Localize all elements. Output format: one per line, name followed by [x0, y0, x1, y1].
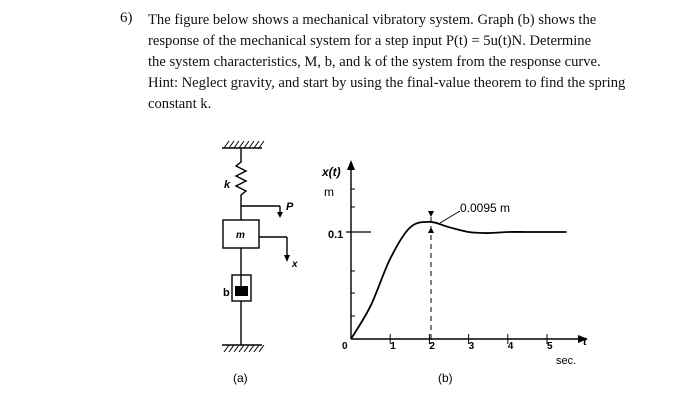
problem-line-5: constant k. — [148, 96, 212, 112]
overshoot-annotation: 0.0095 m — [460, 201, 511, 215]
question-number: 6) — [120, 10, 133, 26]
x-tick-label-3: 3 — [468, 341, 475, 352]
figure-b-caption: (b) — [438, 371, 453, 385]
overshoot-arrow-top — [428, 211, 434, 217]
figure-a-diagram — [222, 141, 290, 352]
spring — [236, 148, 246, 220]
figure-b-chart — [321, 160, 588, 385]
bottom-support-hatch — [224, 345, 264, 352]
x-unit-label: sec. — [556, 355, 577, 367]
x-tick-label-1: 1 — [390, 341, 396, 352]
x-axis-end-label: t — [583, 336, 587, 348]
overshoot-arrow-bottom — [428, 227, 434, 233]
x-tick-label-0: 0 — [342, 341, 348, 352]
figure-a-caption: (a) — [233, 371, 248, 385]
response-curve — [351, 222, 567, 339]
problem-line-4: Hint: Neglect gravity, and start by using the final-value theorem to find the spring — [148, 75, 626, 91]
top-support-hatch — [224, 141, 264, 148]
y-unit-label: m — [324, 185, 334, 199]
x-tick-label-2: 2 — [429, 341, 435, 352]
x-tick-label-5: 5 — [547, 341, 553, 352]
y-axis-arrow — [347, 160, 355, 170]
problem-line-1: The figure below shows a mechanical vibratory system. Graph (b) shows the — [148, 12, 597, 28]
y-tick-label: 0.1 — [328, 229, 344, 241]
x-ticks — [342, 334, 553, 352]
x-tick-label-4: 4 — [507, 341, 514, 352]
y-axis-label: x(t) — [322, 165, 341, 179]
damper-label: b — [223, 287, 230, 299]
force-arrow-head — [277, 212, 283, 218]
overshoot-leader — [440, 211, 460, 223]
problem-line-3: the system characteristics, M, b, and k of the system from the response curve. — [148, 54, 601, 70]
damper-piston — [235, 286, 248, 296]
spring-label: k — [224, 179, 231, 191]
problem-line-2: response of the mechanical system for a step input P(t) = 5u(t)N. Determine — [148, 33, 592, 49]
displacement-label: x — [292, 259, 298, 270]
displacement-arrow-head — [284, 255, 290, 262]
mass-label: m — [236, 230, 245, 241]
force-label: P — [286, 201, 294, 213]
